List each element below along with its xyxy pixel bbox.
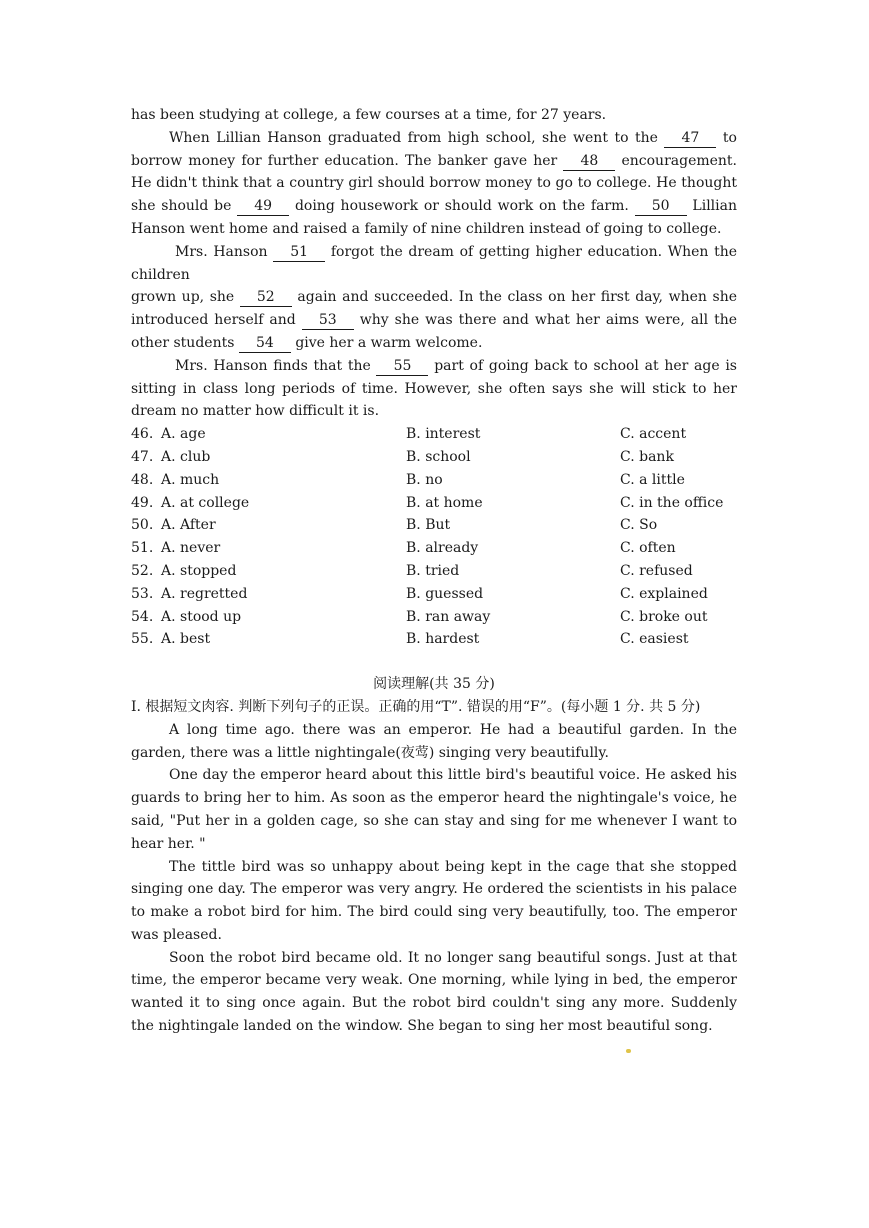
- option-c[interactable]: C. refused: [620, 562, 693, 579]
- text: again and succeeded. In the class on her first day, when she introduced herself and: [131, 289, 737, 329]
- blank-51[interactable]: 51: [273, 244, 325, 262]
- option-b[interactable]: B. guessed: [406, 585, 484, 602]
- option-a[interactable]: A. After: [161, 517, 216, 534]
- cloze-paragraph-3: [131, 355, 737, 423]
- blank-50[interactable]: 50: [635, 198, 687, 216]
- option-c[interactable]: C. accent: [620, 426, 687, 443]
- option-b[interactable]: B. school: [406, 448, 471, 465]
- question-number: 48.: [131, 471, 154, 488]
- option-a[interactable]: A. stopped: [161, 562, 237, 579]
- question-number: 47.: [131, 448, 154, 465]
- option-b[interactable]: B. interest: [406, 426, 481, 443]
- cloze-line-continued: has been studying at college, a few courses at a time, for 27 years.: [131, 107, 607, 123]
- blank-54[interactable]: 54: [239, 335, 291, 353]
- text: Mrs. Hanson finds that the: [175, 357, 371, 374]
- text: encouragement. He didn't think that a country girl should borrow money to go to college. He thought she should be: [131, 152, 738, 215]
- option-a[interactable]: A. never: [161, 540, 221, 557]
- text: to borrow money for further education. The banker gave her: [131, 129, 737, 169]
- text: grown up, she: [131, 289, 235, 306]
- option-b[interactable]: B. already: [406, 540, 479, 557]
- option-b[interactable]: B. hardest: [406, 631, 480, 648]
- option-c[interactable]: C. So: [620, 517, 658, 534]
- option-row: [131, 606, 737, 629]
- blank-53[interactable]: 53: [302, 312, 354, 330]
- option-a[interactable]: A. stood up: [161, 608, 242, 625]
- text: forgot the dream of getting higher education. When the children: [131, 243, 737, 283]
- question-number: 53.: [131, 585, 154, 602]
- option-row: [131, 583, 737, 606]
- question-number: 46.: [131, 426, 154, 443]
- text: Lillian Hanson went home and raised a family of nine children instead of going to college.: [131, 198, 737, 237]
- blank-52[interactable]: 52: [240, 289, 292, 307]
- question-number: 54.: [131, 608, 154, 625]
- option-row: [131, 514, 737, 537]
- option-b[interactable]: B. ran away: [406, 608, 491, 625]
- option-row: [131, 492, 737, 515]
- cloze-paragraph-2a: [131, 241, 737, 287]
- cloze-paragraph-2b: [131, 286, 737, 354]
- option-row: [131, 446, 737, 469]
- option-a[interactable]: A. at college: [161, 494, 250, 511]
- question-number: 55.: [131, 631, 154, 648]
- option-c[interactable]: C. a little: [620, 471, 685, 488]
- option-row: [131, 560, 737, 583]
- option-c[interactable]: C. in the office: [620, 494, 724, 511]
- cloze-paragraph-1: [131, 127, 737, 241]
- option-row: [131, 469, 737, 492]
- option-b[interactable]: B. tried: [406, 562, 460, 579]
- option-c[interactable]: C. easiest: [620, 631, 689, 648]
- blank-47[interactable]: 47: [664, 130, 716, 148]
- reading-paragraph-3: The tittle bird was so unhappy about being kept in the cage that she stopped singing one day. The emperor was very angry. He ordered the scientists in his palace to make a robot bird for him. The bird could sing very beautifully, too. The emperor was pleased.: [131, 858, 737, 943]
- option-c[interactable]: C. often: [620, 540, 676, 557]
- blank-48[interactable]: 48: [563, 153, 615, 171]
- option-b[interactable]: B. at home: [406, 494, 483, 511]
- question-number: 49.: [131, 494, 154, 511]
- text: Mrs. Hanson: [175, 243, 268, 260]
- option-b[interactable]: B. But: [406, 517, 451, 534]
- option-a[interactable]: A. regretted: [161, 585, 248, 602]
- option-row: [131, 537, 737, 560]
- text: doing housework or should work on the farm.: [294, 198, 629, 215]
- question-number: 50.: [131, 517, 154, 534]
- option-row: [131, 628, 737, 651]
- option-c[interactable]: C. explained: [620, 585, 708, 602]
- reading-paragraph-4: Soon the robot bird became old. It no longer sang beautiful songs. Just at that time, the emperor became very weak. One morning, while lying in bed, the emperor wanted it to sing once again. But the robot bird couldn't sing any more. Suddenly the nightingale landed on the window. She began to sing her most beautiful song.: [131, 949, 737, 1035]
- text: give her a warm welcome.: [295, 334, 483, 351]
- question-number: 52.: [131, 562, 154, 579]
- ink-mark: [626, 1049, 631, 1053]
- option-c[interactable]: C. bank: [620, 448, 674, 465]
- options-table: [131, 423, 737, 651]
- option-a[interactable]: A. much: [161, 471, 220, 488]
- reading-paragraph-1: A long time ago. there was an emperor. He had a beautiful garden. In the garden, there was a little nightingale(夜莺) singing very beautifully.: [131, 721, 737, 761]
- page-content: [131, 104, 737, 1038]
- text: part of going back to school at her age is sitting in class long periods of time. However, she often says she will stick to her dream no matter how difficult it is.: [131, 357, 737, 420]
- option-a[interactable]: A. club: [161, 448, 211, 465]
- question-number: 51.: [131, 540, 154, 557]
- reading-instructions: I. 根据短文肉容. 判断下列句子的正误。正确的用“T”. 错误的用“F”。(每小题 1 分. 共 5 分): [131, 698, 701, 715]
- blank-49[interactable]: 49: [237, 198, 289, 216]
- reading-section-title: 阅读理解(共 35 分): [373, 676, 495, 693]
- text: why she was there and what her aims were, all the other students: [131, 312, 738, 351]
- option-c[interactable]: C. broke out: [620, 608, 708, 625]
- option-b[interactable]: B. no: [406, 471, 443, 488]
- option-a[interactable]: A. age: [161, 426, 206, 443]
- text: When Lillian Hanson graduated from high school, she went to the: [169, 129, 658, 146]
- option-row: [131, 423, 737, 446]
- blank-55[interactable]: 55: [376, 358, 428, 376]
- option-a[interactable]: A. best: [161, 631, 211, 648]
- reading-paragraph-2: One day the emperor heard about this little bird's beautiful voice. He asked his guards to bring her to him. As soon as the emperor heard the nightingale's voice, he said, "Put her in a golden cage, so she can stay and sing for me whenever I want to hear her. ": [131, 767, 737, 852]
